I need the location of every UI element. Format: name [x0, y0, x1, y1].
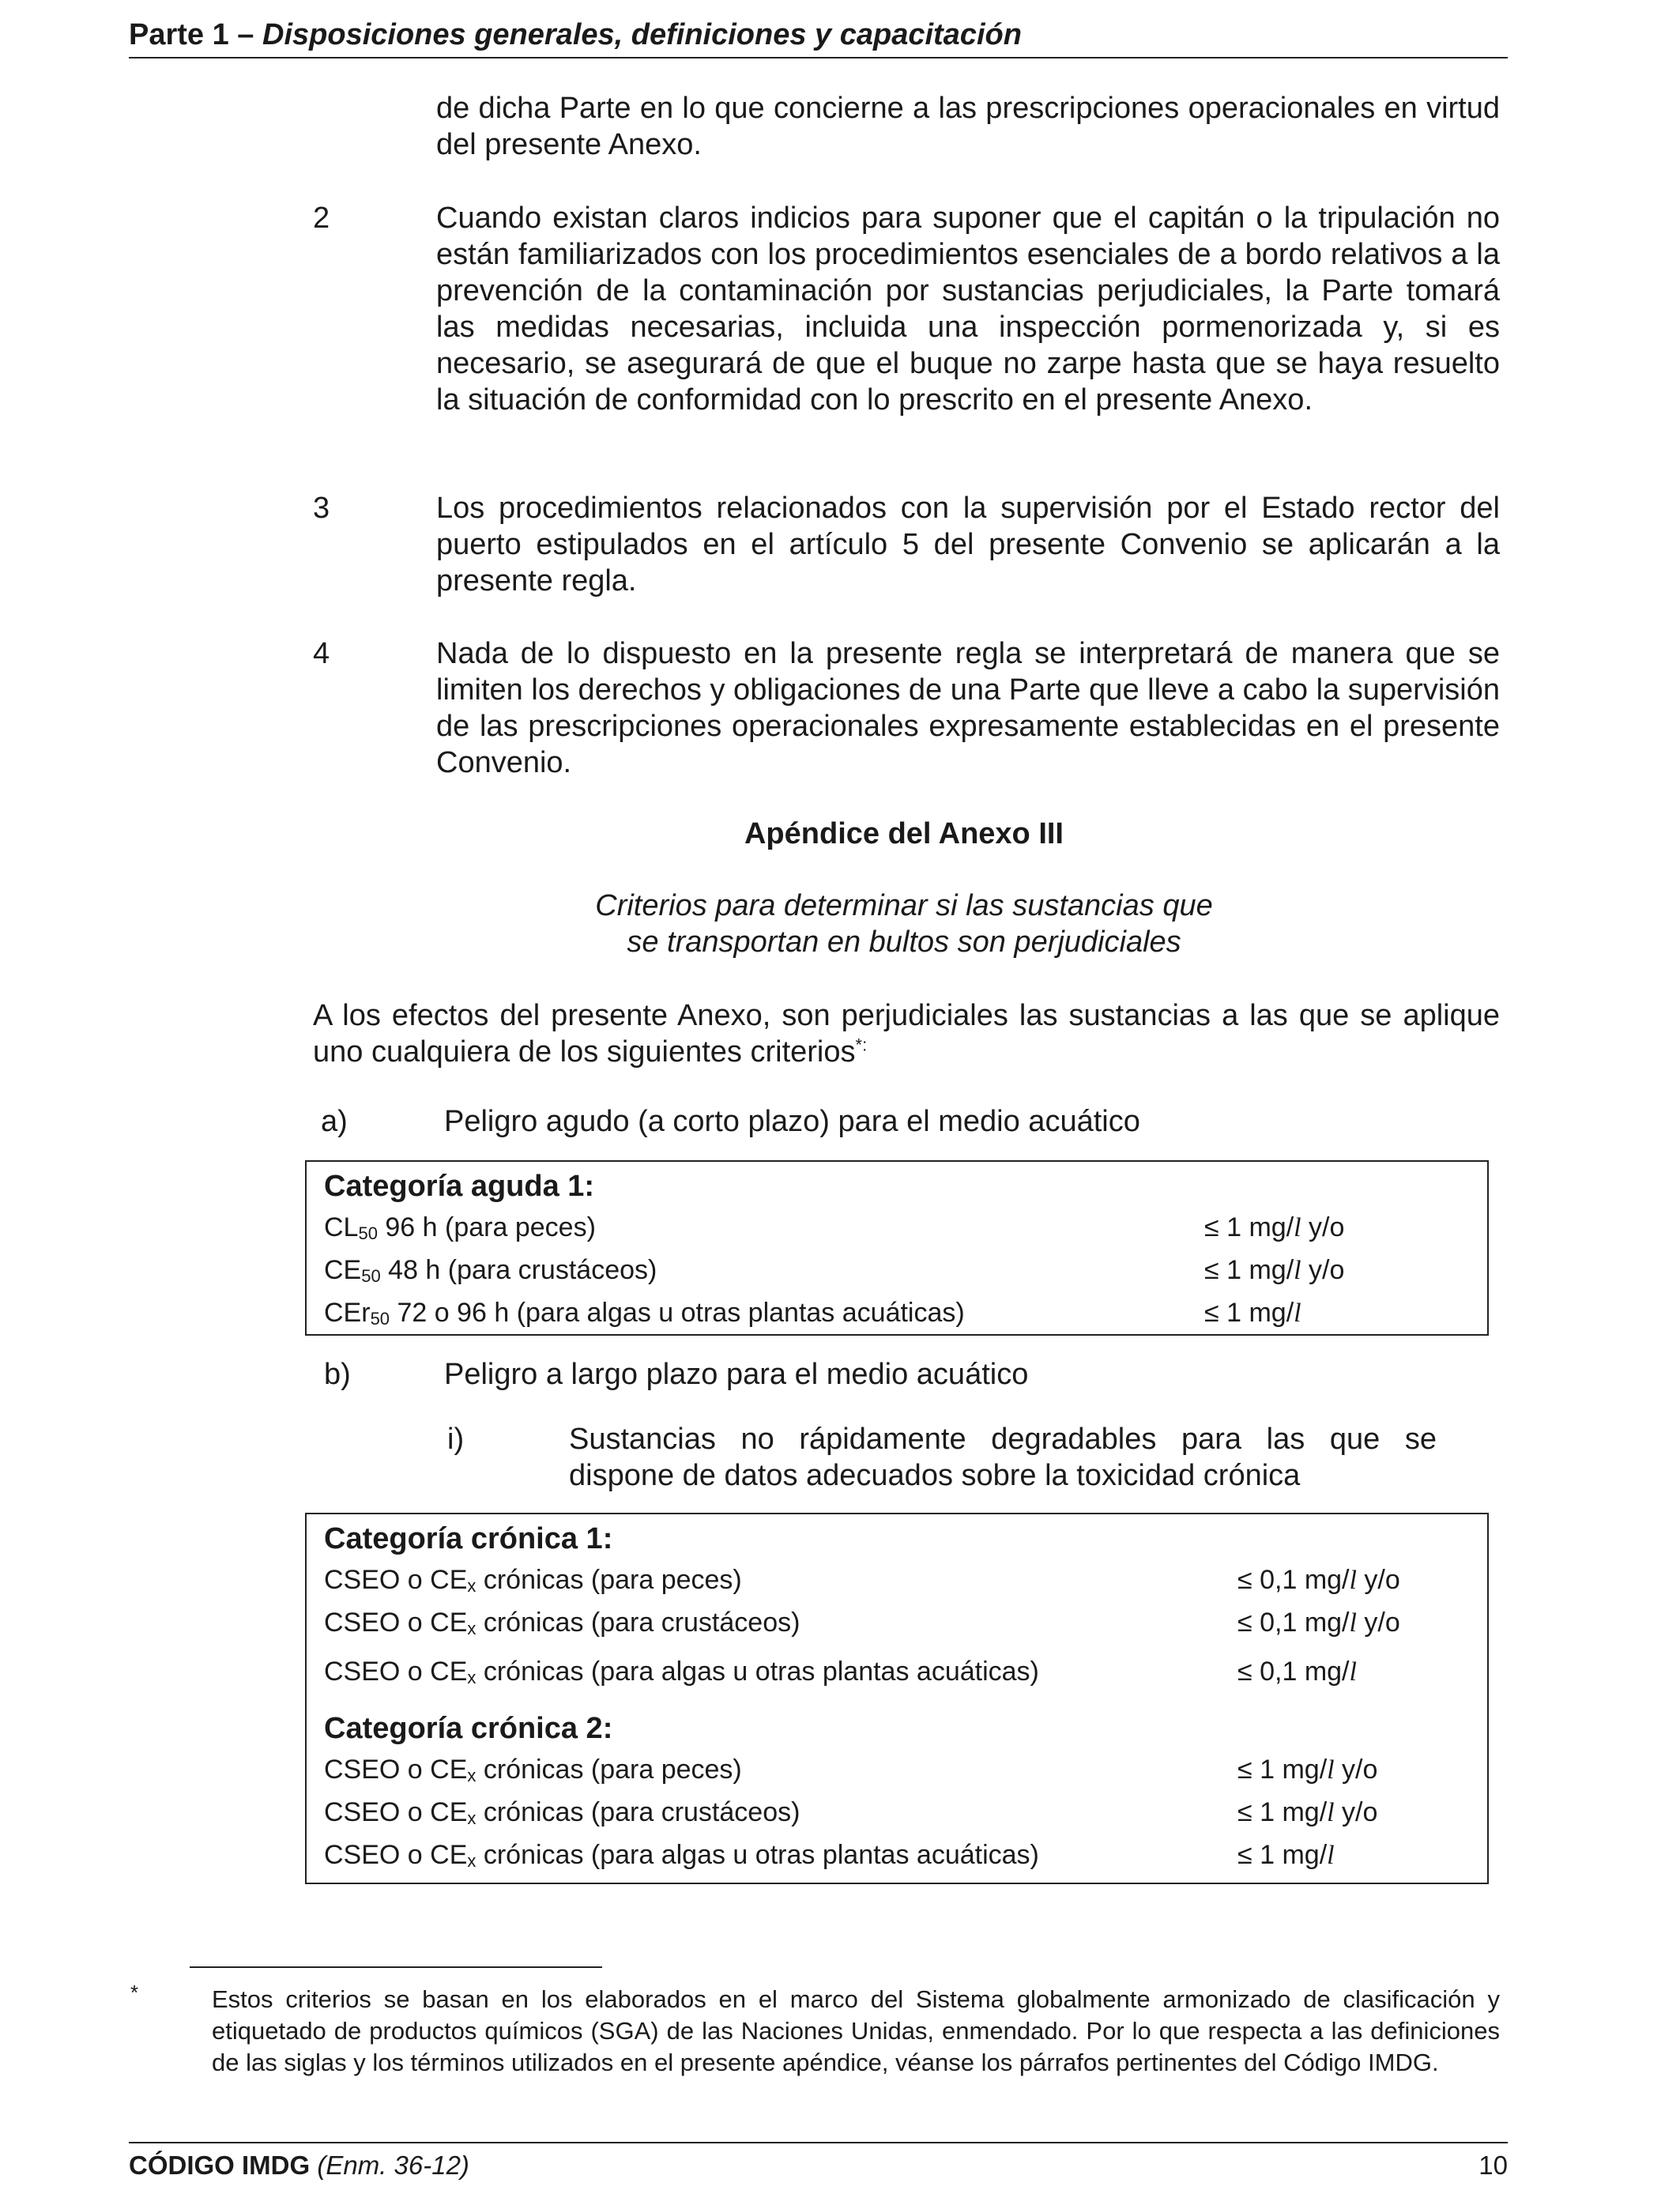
table-row-label: CSEO o $CE_x$ crónicas (para algas u otras plantas acuáticas) [324, 1840, 1039, 1871]
paragraph-number: 2 [313, 202, 330, 235]
header-title: Disposiciones generales, definiciones y capacitación [262, 18, 1022, 51]
table-row-label: CEr$_{50}$ 72 o 96 h (para algas u otras plantas acuáticas) [324, 1298, 965, 1329]
appendix-title: Apéndice del Anexo III [744, 817, 1064, 850]
table-row-value: ≤ 1 mg/l [1204, 1298, 1301, 1328]
table-row-label: CSEO o $CE_x$ crónicas (para peces) [324, 1755, 742, 1785]
page-header [129, 14, 1508, 58]
footnote-divider [190, 1966, 602, 1968]
table-row-value: ≤ 1 mg/l [1237, 1840, 1335, 1870]
chronic-category-table [305, 1513, 1489, 1884]
table-row-value: ≤ 0,1 mg/l y/o [1237, 1608, 1400, 1638]
table-row-value: ≤ 1 mg/l y/o [1204, 1212, 1345, 1242]
table-row-label: CSEO o $CE_x$ crónicas (para peces) [324, 1565, 742, 1596]
table-row-value: ≤ 0,1 mg/l y/o [1237, 1565, 1400, 1595]
paragraph-text: Cuando existan claros indicios para suponer que el capitán o la tripulación no están familiarizados con los procedimientos esenciales de a bordo relativos a la prevención de la contaminación por sustancias perjudiciales, la Parte tomará las medidas necesarias, incluida una inspección pormenorizada y, si es necesario, se asegurará de que el buque no zarpe hasta que se haya resuelto la situación de conformidad con lo prescrito en el presente Anexo. [436, 202, 1500, 417]
table-row-value: ≤ 0,1 mg/l [1237, 1657, 1357, 1687]
table-row-label: $CL_{50}$ 96 h (para peces) [324, 1212, 596, 1243]
section-b-i-label: i) [447, 1423, 465, 1456]
section-b-i-line-2: dispone de datos adecuados sobre la toxicidad crónica [569, 1459, 1301, 1492]
section-b-label: b) [324, 1358, 351, 1391]
appendix-subtitle-line-2: se transportan en bultos son perjudiciales [627, 925, 1181, 959]
footer-edition: (Enm. 36-12) [317, 2151, 469, 2180]
acute-category-table [305, 1160, 1489, 1336]
section-b-i-line-1: Sustancias no rápidamente degradables para las que se [569, 1423, 1437, 1456]
paragraph-text: Los procedimientos relacionados con la supervisión por el Estado rector del puerto estipulados en el artículo 5 del presente Convenio se aplicarán a la presente regla. [436, 492, 1500, 598]
table-row-label: CSEO o $CE_x$ crónicas (para crustáceos) [324, 1797, 800, 1828]
table-row-label: CSEO o $CE_x$ crónicas (para crustáceos) [324, 1608, 800, 1638]
acute-category-heading: Categoría aguda 1: [324, 1170, 595, 1203]
page-number: 10 [1478, 2151, 1508, 2180]
appendix-subtitle-line-1: Criterios para determinar si las sustancias que [595, 889, 1213, 922]
appendix-intro [313, 997, 1500, 1070]
page-footer [129, 2142, 1508, 2181]
footer-code: CÓDIGO IMDG [129, 2151, 311, 2180]
chronic-category-1-heading: Categoría crónica 1: [324, 1522, 613, 1555]
footnote-mark: * [130, 1981, 139, 2004]
section-a-text: Peligro agudo (a corto plazo) para el medio acuático [444, 1105, 1140, 1138]
section-b-text: Peligro a largo plazo para el medio acuático [444, 1358, 1029, 1391]
paragraph-text: Nada de lo dispuesto en la presente regla se interpretará de manera que se limiten los derechos y obligaciones de una Parte que lleve a cabo la supervisión de las prescripciones operacionales expresamente establecidas en el presente Convenio. [436, 637, 1500, 779]
table-row-value: ≤ 1 mg/l y/o [1204, 1255, 1345, 1285]
continuation-paragraph: de dicha Parte en lo que concierne a las prescripciones operacionales en virtud del presente Anexo. [436, 92, 1500, 161]
chronic-category-2-heading: Categoría crónica 2: [324, 1712, 613, 1745]
footnote-reference: *: [855, 1035, 868, 1055]
table-row-value: ≤ 1 mg/l y/o [1237, 1797, 1378, 1827]
footnote-text: Estos criterios se basan en los elaborados en el marco del Sistema globalmente armonizado de clasificación y etiquetado de productos químicos (SGA) de las Naciones Unidas, enmendado. Por lo que respecta a las definiciones de las siglas y los términos utilizados en el presente apéndice, véanse los párrafos pertinentes del Código IMDG. [212, 1985, 1500, 2076]
table-row-value: ≤ 1 mg/l y/o [1237, 1755, 1378, 1785]
paragraph-number: 4 [313, 637, 330, 670]
section-a-label: a) [321, 1105, 348, 1138]
paragraph-number: 3 [313, 492, 330, 525]
table-row-label: $CE_{50}$ 48 h (para crustáceos) [324, 1255, 657, 1286]
table-row-label: CSEO o $CE_x$ crónicas (para algas u otras plantas acuáticas) [324, 1657, 1039, 1687]
header-part: Parte 1 – [129, 18, 254, 51]
appendix-intro-text: A los efectos del presente Anexo, son perjudiciales las sustancias a las que se aplique uno cualquiera de los siguientes criterios [313, 999, 1500, 1069]
